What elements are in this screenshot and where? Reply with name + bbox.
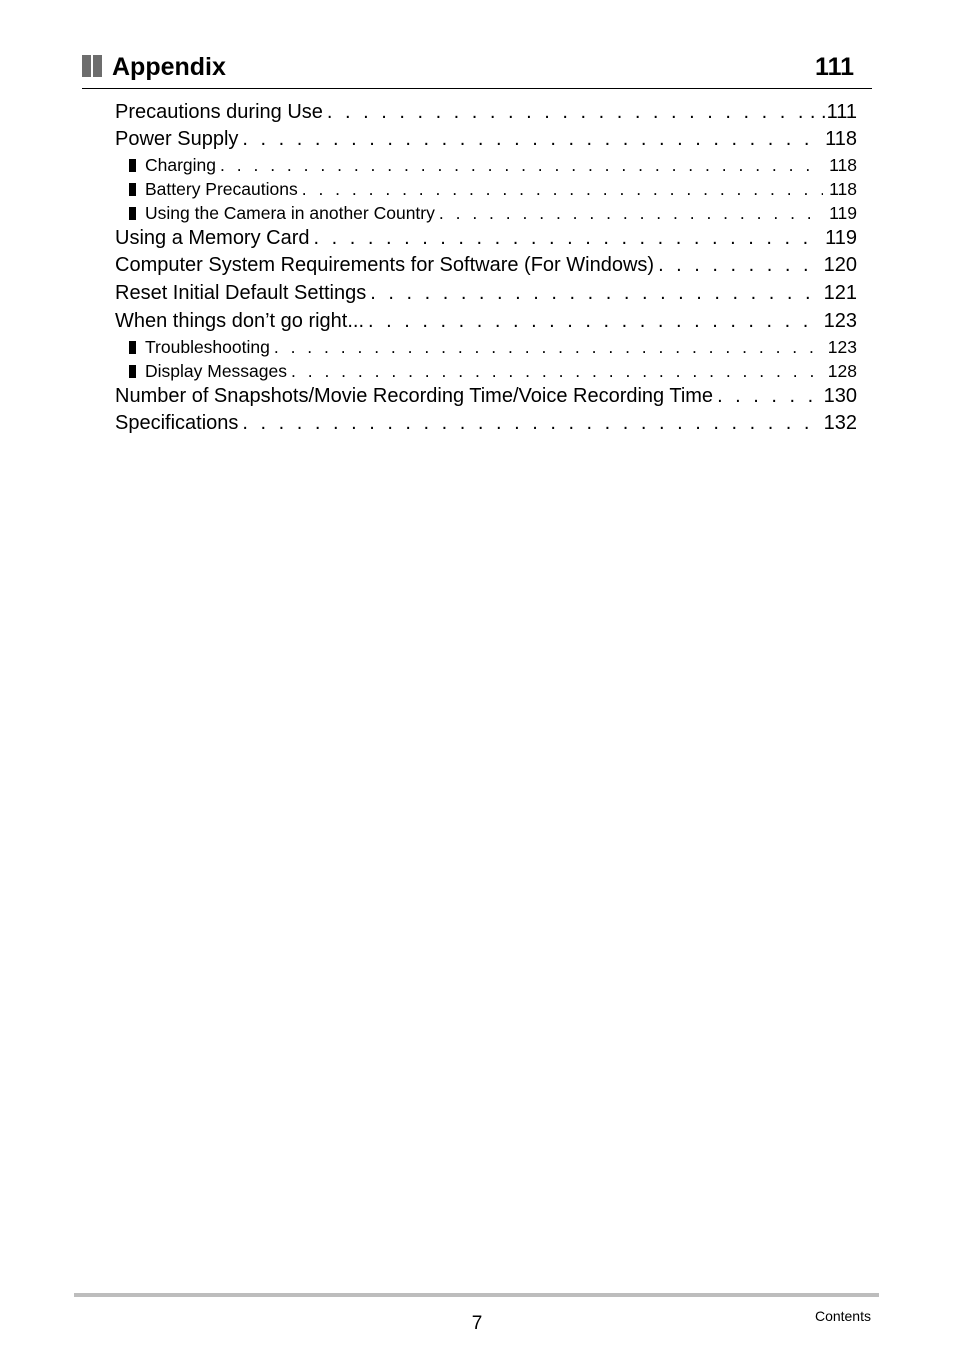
toc-entry-label: Using the Camera in another Country [145,203,435,223]
toc-subentry[interactable] [115,153,857,177]
toc-entry-label: Power Supply [115,128,239,150]
dot-leader [439,201,823,225]
toc-entry-label: Using a Memory Card [115,227,310,249]
bullet-icon [129,183,136,196]
toc-subentry[interactable] [115,177,857,201]
section-header [82,50,872,89]
toc-entry-label: Troubleshooting [145,337,270,357]
toc-entry-label: Precautions during Use [115,101,323,123]
toc-entry-label: Reset Initial Default Settings [115,282,367,304]
section-marker-icon [82,55,104,77]
toc-entry-label: When things don’t go right... [115,310,365,332]
toc-entry-label: Display Messages [145,361,287,381]
footer-page-number: 7 [471,1313,483,1334]
toc-entry-page: 119 [825,227,857,249]
toc-entry-page: 120 [823,254,857,276]
toc-entry-label: Battery Precautions [145,179,298,199]
toc-entry-page: 128 [827,361,857,381]
dot-leader [242,126,819,153]
toc-entry-page: 132 [823,412,857,434]
dot-leader [368,308,818,335]
footer-divider [74,1293,879,1297]
section-page-number: 111 [815,53,854,81]
toc-entry-label: Number of Snapshots/Movie Recording Time/Voice Recording Time [115,385,714,407]
toc-entry-label: Computer System Requirements for Software (For Windows) [115,254,655,276]
bullet-icon [129,159,136,172]
toc-entry-page: 118 [829,155,857,175]
dot-leader [658,252,818,279]
toc-entry[interactable] [115,99,857,126]
dot-leader [370,280,817,307]
toc-entry[interactable] [115,225,857,252]
toc-entry-page: 121 [823,282,857,304]
toc-entry[interactable] [115,308,857,335]
toc-subentry[interactable] [115,201,857,225]
toc-entry-label: Specifications [115,412,239,434]
dot-leader [220,153,823,177]
toc-entry-page: 119 [829,203,857,223]
toc-entry[interactable] [115,252,857,280]
toc-entry-label: Charging [145,155,217,175]
toc-entry[interactable] [115,280,857,308]
bullet-icon [129,365,136,378]
table-of-contents [115,99,857,437]
section-title: Appendix [112,53,226,81]
toc-entry-page: 130 [823,385,857,407]
dot-leader [717,383,818,410]
toc-entry[interactable] [115,383,857,410]
dot-leader [314,225,820,252]
toc-entry-page: 123 [827,337,857,357]
dot-leader [242,410,817,437]
dot-leader [291,359,822,383]
footer-contents-label: Contents [814,1308,871,1324]
toc-entry[interactable] [115,126,857,153]
toc-entry-page: 123 [823,310,857,332]
bullet-icon [129,341,136,354]
toc-entry[interactable] [115,410,857,437]
toc-entry-page: . .111 [809,101,857,123]
toc-entry-page: 118 [829,179,857,199]
toc-subentry[interactable] [115,335,857,359]
toc-entry-page: 118 [825,128,857,150]
dot-leader [302,177,823,201]
bullet-icon [129,207,136,220]
dot-leader [327,99,804,126]
toc-subentry[interactable] [115,359,857,383]
dot-leader [274,335,822,359]
